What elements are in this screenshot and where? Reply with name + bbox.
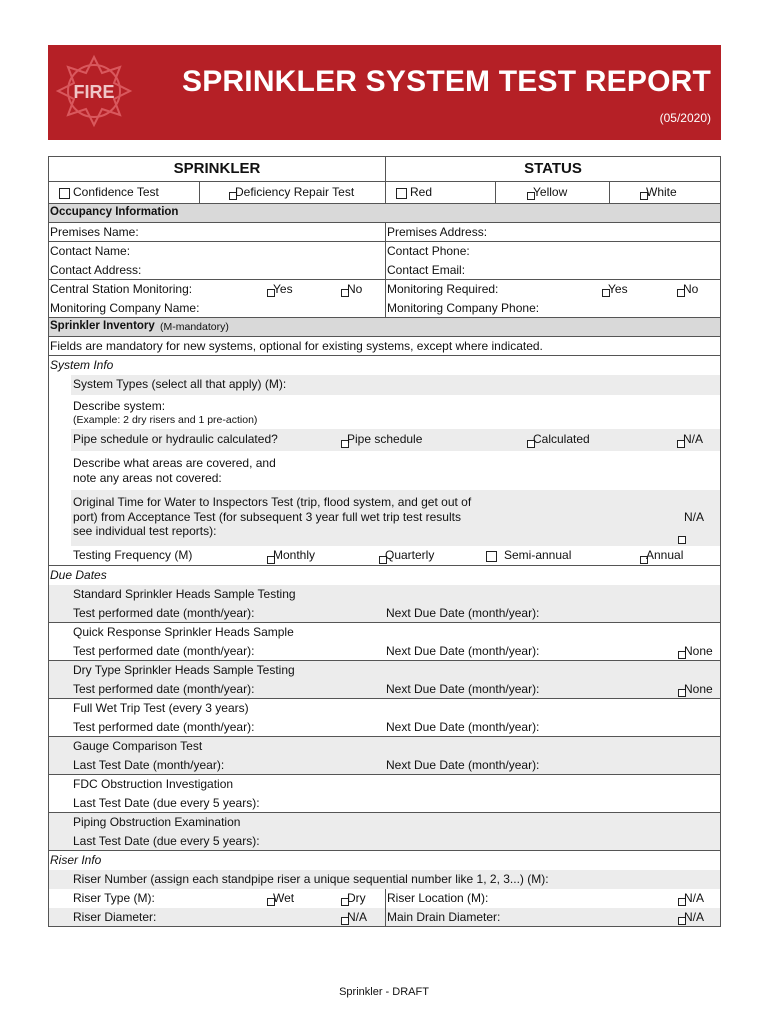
inventory-section-header <box>49 318 720 337</box>
riser-type-label: Riser Type (M): <box>73 891 155 905</box>
areas-covered-line2: note any areas not covered: <box>73 471 222 485</box>
original-time-na-checkbox[interactable] <box>678 536 686 544</box>
monthly-label: Monthly <box>273 548 316 562</box>
quick-response-next-due-label: Next Due Date (month/year): <box>386 644 540 658</box>
dry-type-dates-row <box>49 680 720 699</box>
deficiency-repair-label: Deficiency Repair Test <box>235 185 355 199</box>
original-time-line2: port) from Acceptance Test (for subsequent 3 year full wet trip test results <box>73 510 461 524</box>
riser-dry-label: Dry <box>347 891 366 905</box>
full-wet-label: Full Wet Trip Test (every 3 years) <box>73 701 249 715</box>
standard-heads-test-date-label: Test performed date (month/year): <box>73 606 255 620</box>
full-wet-test-date-label: Test performed date (month/year): <box>73 720 255 734</box>
inventory-heading-note: (M-mandatory) <box>160 321 229 333</box>
occupancy-heading: Occupancy Information <box>50 206 179 218</box>
calculated-label: Calculated <box>533 432 590 446</box>
pipe-na-label: N/A <box>683 432 704 446</box>
pipe-schedule-row <box>49 429 720 451</box>
piping-last-test-label: Last Test Date (due every 5 years): <box>73 834 260 848</box>
fdc-last-test-label: Last Test Date (due every 5 years): <box>73 796 260 810</box>
gauge-label: Gauge Comparison Test <box>73 739 203 753</box>
semi-annual-checkbox[interactable] <box>486 551 497 562</box>
original-time-line3: see individual test reports): <box>73 524 217 538</box>
contact-address-label: Contact Address: <box>50 263 142 277</box>
contact-name-row <box>49 242 720 261</box>
form-version: (05/2020) <box>659 111 711 125</box>
riser-diameter-label: Riser Diameter: <box>73 910 157 924</box>
inventory-heading: Sprinkler Inventory <box>50 320 155 332</box>
premises-name-label: Premises Name: <box>50 225 139 239</box>
gauge-next-due-label: Next Due Date (month/year): <box>386 758 540 772</box>
riser-location-na-label: N/A <box>684 891 705 905</box>
semi-annual-label: Semi-annual <box>504 548 572 562</box>
monitoring-company-label: Monitoring Company Name: <box>50 301 200 315</box>
gauge-row <box>49 737 720 756</box>
piping-row <box>49 813 720 832</box>
pipe-schedule-label: Pipe schedule <box>347 432 423 446</box>
report-form <box>48 156 721 927</box>
dry-type-next-due-label: Next Due Date (month/year): <box>386 682 540 696</box>
piping-label: Piping Obstruction Examination <box>73 815 241 829</box>
confidence-test-checkbox[interactable] <box>59 188 70 199</box>
monitoring-required-label: Monitoring Required: <box>387 282 499 296</box>
standard-heads-row <box>49 585 720 604</box>
mandatory-note-row <box>49 337 720 356</box>
fdc-dates-row <box>49 794 720 813</box>
contact-phone-label: Contact Phone: <box>387 244 470 258</box>
central-monitoring-no-label: No <box>347 282 363 296</box>
contact-email-label: Contact Email: <box>387 263 466 277</box>
riser-type-row <box>49 889 720 908</box>
riser-diameter-na-label: N/A <box>347 910 368 924</box>
header-banner <box>48 45 721 140</box>
gauge-dates-row <box>49 756 720 775</box>
piping-dates-row <box>49 832 720 851</box>
testing-frequency-row <box>49 546 720 566</box>
system-info-row <box>49 356 720 375</box>
confidence-test-label: Confidence Test <box>73 185 159 199</box>
describe-system-label: Describe system: <box>73 399 166 413</box>
pipe-schedule-question: Pipe schedule or hydraulic calculated? <box>73 432 278 446</box>
test-type-row <box>49 182 720 204</box>
status-heading: STATUS <box>524 160 582 177</box>
original-time-line1: Original Time for Water to Inspectors Test (trip, flood system, and get out of <box>73 495 472 509</box>
fdc-label: FDC Obstruction Investigation <box>73 777 234 791</box>
standard-heads-dates-row <box>49 604 720 623</box>
status-white-label: White <box>646 185 677 199</box>
status-yellow-label: Yellow <box>533 185 568 199</box>
standard-heads-next-due-label: Next Due Date (month/year): <box>386 606 540 620</box>
areas-covered-row <box>49 451 720 490</box>
contact-name-label: Contact Name: <box>50 244 131 258</box>
quick-response-row <box>49 623 720 642</box>
dry-type-none-label: None <box>684 682 713 696</box>
monitoring-required-no-label: No <box>683 282 699 296</box>
page-title: SPRINKLER SYSTEM TEST REPORT <box>182 65 711 98</box>
gauge-last-test-label: Last Test Date (month/year): <box>73 758 225 772</box>
riser-number-label: Riser Number (assign each standpipe riser a unique sequential number like 1, 2, 3...) (M): <box>73 872 549 886</box>
occupancy-section-header <box>49 204 720 223</box>
areas-covered-line1: Describe what areas are covered, and <box>73 456 276 470</box>
premises-address-label: Premises Address: <box>387 225 488 239</box>
due-dates-row <box>49 566 720 585</box>
full-wet-dates-row <box>49 718 720 737</box>
contact-address-row <box>49 261 720 280</box>
quick-response-label: Quick Response Sprinkler Heads Sample <box>73 625 294 639</box>
main-drain-na-label: N/A <box>684 910 705 924</box>
status-red-checkbox[interactable] <box>396 188 407 199</box>
system-types-label: System Types (select all that apply) (M): <box>73 377 287 391</box>
system-info-heading: System Info <box>50 358 114 372</box>
monitoring-required-yes-label: Yes <box>608 282 628 296</box>
monitoring-row <box>49 280 720 299</box>
page-footer: Sprinkler - DRAFT <box>339 986 429 998</box>
column-headers <box>49 157 720 182</box>
standard-heads-label: Standard Sprinkler Heads Sample Testing <box>73 587 296 601</box>
riser-info-heading: Riser Info <box>50 853 102 867</box>
quick-response-dates-row <box>49 642 720 661</box>
dry-type-row <box>49 661 720 680</box>
full-wet-row <box>49 699 720 718</box>
fire-badge-icon <box>54 51 134 131</box>
monitoring-company-row <box>49 299 720 318</box>
annual-label: Annual <box>646 548 684 562</box>
describe-system-example: (Example: 2 dry risers and 1 pre-action) <box>73 414 258 426</box>
central-monitoring-yes-label: Yes <box>273 282 293 296</box>
main-drain-label: Main Drain Diameter: <box>387 910 501 924</box>
dry-type-label: Dry Type Sprinkler Heads Sample Testing <box>73 663 295 677</box>
dry-type-test-date-label: Test performed date (month/year): <box>73 682 255 696</box>
premises-row <box>49 223 720 242</box>
riser-info-row <box>49 851 720 870</box>
riser-number-row <box>49 870 720 889</box>
testing-frequency-label: Testing Frequency (M) <box>73 548 193 562</box>
quick-response-test-date-label: Test performed date (month/year): <box>73 644 255 658</box>
fdc-row <box>49 775 720 794</box>
original-time-na-label: N/A <box>684 510 705 524</box>
monitoring-phone-label: Monitoring Company Phone: <box>387 301 540 315</box>
system-types-row <box>49 375 720 395</box>
riser-diameter-row <box>49 908 720 927</box>
due-dates-heading: Due Dates <box>50 568 107 582</box>
original-time-row <box>49 490 720 546</box>
riser-location-label: Riser Location (M): <box>387 891 489 905</box>
sprinkler-heading: SPRINKLER <box>173 160 261 177</box>
mandatory-note: Fields are mandatory for new systems, optional for existing systems, except where indicated. <box>50 339 543 353</box>
quarterly-label: Quarterly <box>385 548 435 562</box>
quick-response-none-label: None <box>684 644 713 658</box>
central-monitoring-label: Central Station Monitoring: <box>50 282 193 296</box>
describe-system-row <box>49 395 720 429</box>
status-red-label: Red <box>410 185 433 199</box>
logo-text: FIRE <box>73 82 115 102</box>
full-wet-next-due-label: Next Due Date (month/year): <box>386 720 540 734</box>
riser-wet-label: Wet <box>273 891 295 905</box>
